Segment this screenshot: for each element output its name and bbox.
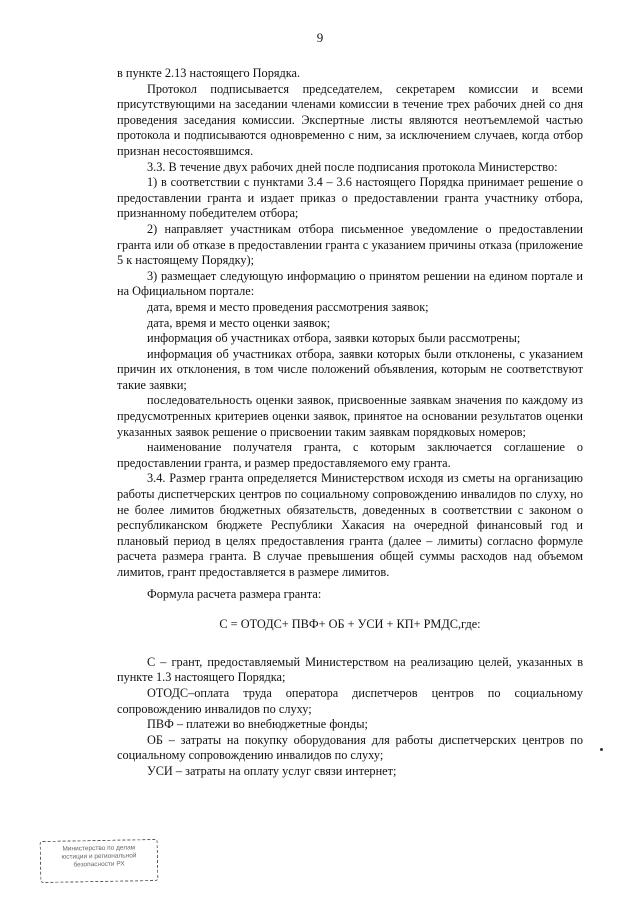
paragraph: дата, время и место проведения рассмотрения заявок; (147, 299, 429, 314)
stamp-line: безопасности РХ (73, 860, 125, 869)
stamp-line: Министерство по делам (62, 844, 136, 853)
stamp-line: юстиции и региональной (61, 852, 137, 861)
paragraph: Формула расчета размера гранта: (147, 586, 322, 601)
paragraph: 2) направляет участникам отбора письменное уведомление о предоставлении гранта или об отказе в предоставлении гранта с указанием причины отказа (приложение 5 к настоящему Порядку); (117, 221, 583, 268)
paragraph: Протокол подписывается председателем, секретарем комиссии и всеми присутствующими на заседании членами комиссии в течение трех рабочих дней со дня проведения заседания комиссии. Экспертные листы являются неотъемлемой частью протокола и подписываются одновременно с ним, за исключением случаев, когда отбор признан несостоявшимся. (117, 81, 583, 158)
paragraph: дата, время и место оценки заявок; (147, 315, 331, 330)
paragraph: последовательность оценки заявок, присвоенные заявкам значения по каждому из предусмотренных критериев оценки заявок, принятое на основании результатов оценки указанных заявок решение о присвоении таким заявкам порядковых номеров; (117, 393, 583, 439)
definition: УСИ – затраты на оплату услуг связи интернет; (147, 763, 397, 778)
scan-speck (600, 748, 603, 751)
definition: ПВФ – платежи во внебюджетные фонды; (147, 717, 368, 732)
paragraph: наименование получателя гранта, с которым заключается соглашение о предоставлении гранта, и размер предоставляемого ему гранта. (117, 440, 583, 470)
document-body (117, 66, 583, 780)
paragraph: 3.4. Размер гранта определяется Министерством исходя из сметы на организацию работы диспетчерских центров по социальному сопровождению инвалидов по слуху, но не более лимитов бюджетных обязательств, доведенных в соответствии с законом о республиканском бюджете Республики Хакасия на очередной финансовый год и плановый период в целях предоставления гранта (далее – лимиты) согласно формуле расчета размера гранта. В случае превышения общей суммы расходов над объемом лимитов, грант предоставляется в размере лимитов. (117, 471, 583, 579)
definition: ОТОДС–оплата труда оператора диспетчеров центров по социальному сопровождению инвалидов по слуху; (117, 685, 583, 716)
paragraph: информация об участниках отбора, заявки которых были рассмотрены; (147, 331, 521, 346)
grant-formula: С = ОТОДС+ ПВФ+ ОБ + УСИ + КП+ РМДС,где: (219, 617, 481, 632)
registration-stamp (40, 839, 159, 883)
page-number: 9 (316, 30, 324, 45)
paragraph: в пункте 2.13 настоящего Порядка. (117, 66, 301, 80)
paragraph: 3.3. В течение двух рабочих дней после подписания протокола Министерство: (147, 159, 558, 174)
paragraph: информация об участниках отбора, заявки которых были отклонены, с указанием причин их отклонения, в том числе положений объявления, которым не соответствуют такие заявки; (117, 346, 583, 392)
paragraph: 3) размещает следующую информацию о принятом решении на едином портале и на Официальном портале: (117, 268, 583, 299)
paragraph: 1) в соответствии с пунктами 3.4 – 3.6 настоящего Порядка принимает решение о предоставлении гранта и издает приказ о предоставлении гранта участнику отбора, признанному победителем отбора; (117, 175, 583, 221)
definition: ОБ – затраты на покупку оборудования для работы диспетчерских центров по социальному сопровождению инвалидов по слуху; (117, 732, 583, 763)
definition: С – грант, предоставляемый Министерством на реализацию целей, указанных в пункте 1.3 настоящего Порядка; (117, 654, 583, 685)
